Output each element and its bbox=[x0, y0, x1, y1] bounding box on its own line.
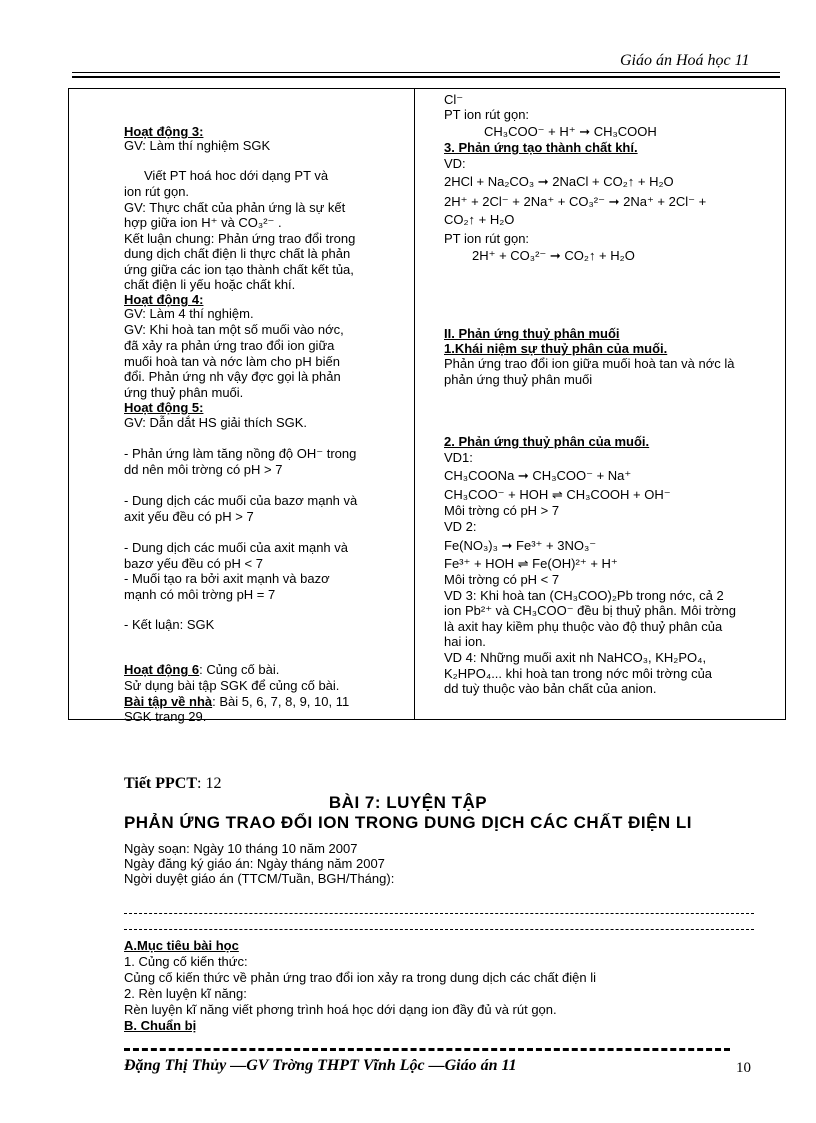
left-line: GV: Làm thí nghiệm SGK bbox=[124, 138, 271, 153]
right-line: Fe(NO₃)₃ ➞ Fe³⁺ + 3NO₃⁻ bbox=[444, 538, 597, 553]
left-line: - Muối tạo ra bởi axit mạnh và bazơ bbox=[124, 571, 330, 586]
right-line: CH₃COO⁻ + HOH ⇌ CH₃COOH + OH⁻ bbox=[444, 487, 671, 502]
meta-line: Ngời duyệt giáo án (TTCM/Tuần, BGH/Tháng): bbox=[124, 871, 395, 886]
left-line: muối hoà tan và nớc làm cho pH biến bbox=[124, 354, 340, 369]
left-line: đổi. Phản ứng nh vậy đợc gọi là phản bbox=[124, 369, 341, 384]
left-line: GV: Thực chất của phản ứng là sự kết bbox=[124, 200, 346, 215]
left-line: dung dịch chất điện li thực chất là phản bbox=[124, 246, 351, 261]
body-line: 2. Rèn luyện kĩ năng: bbox=[124, 986, 247, 1001]
right-line: phản ứng thuỷ phân muối bbox=[444, 372, 593, 387]
right-line: Môi trờng có pH < 7 bbox=[444, 572, 560, 587]
right-line: Phản ứng trao đổi ion giữa muối hoà tan và nớc là bbox=[444, 356, 735, 371]
right-line: là axit hay kiềm phụ thuộc vào độ thuỷ phân của bbox=[444, 619, 723, 634]
left-line: GV: Khi hoà tan một số muối vào nớc, bbox=[124, 322, 344, 337]
right-line: Môi trờng có pH > 7 bbox=[444, 503, 560, 518]
header-rule-thick bbox=[72, 76, 780, 78]
right-line: Fe³⁺ + HOH ⇌ Fe(OH)²⁺ + H⁺ bbox=[444, 556, 618, 571]
right-line: VD1: bbox=[444, 450, 473, 465]
left-line: mạnh có môi trờng pH = 7 bbox=[124, 587, 276, 602]
right-line: VD 2: bbox=[444, 519, 477, 534]
right-line: dd tuỳ thuộc vào bản chất của anion. bbox=[444, 681, 657, 696]
left-line: - Dung dịch các muối của bazơ mạnh và bbox=[124, 493, 358, 508]
footer-rule bbox=[124, 1048, 730, 1051]
right-line: PT ion rút gọn: bbox=[444, 107, 530, 122]
right-line: 2. Phản ứng thuỷ phân của muối. bbox=[444, 434, 650, 449]
right-line: VD: bbox=[444, 156, 466, 171]
body-line: B. Chuẩn bị bbox=[124, 1018, 197, 1033]
left-line: ion rút gọn. bbox=[124, 184, 190, 199]
right-line: ion Pb²⁺ và CH₃COO⁻ đều bị thuỷ phân. Môi trờng bbox=[444, 603, 737, 618]
left-line: Sử dụng bài tập SGK để củng cố bài. bbox=[124, 678, 340, 693]
right-line: VD 4: Những muối axit nh NaHCO₃, KH₂PO₄, bbox=[444, 650, 707, 665]
left-line: GV: Dẫn dắt HS giải thích SGK. bbox=[124, 415, 308, 430]
right-line: 2HCl + Na₂CO₃ ➞ 2NaCl + CO₂↑ + H₂O bbox=[444, 174, 674, 189]
left-line: bazơ yếu đều có pH < 7 bbox=[124, 556, 263, 571]
right-line: K₂HPO₄... khi hoà tan trong nớc môi trờng của bbox=[444, 666, 713, 681]
left-line: Hoạt động 3: bbox=[124, 124, 204, 139]
right-line: PT ion rút gọn: bbox=[444, 231, 530, 246]
right-line: 2H⁺ + 2Cl⁻ + 2Na⁺ + CO₃²⁻ ➞ 2Na⁺ + 2Cl⁻ + bbox=[444, 194, 707, 209]
left-line: hợp giữa ion H⁺ và CO₃²⁻ . bbox=[124, 215, 282, 230]
left-line: Hoạt động 6: Củng cố bài. bbox=[124, 662, 280, 677]
tiet-ppct: Tiết PPCT: 12 bbox=[124, 775, 222, 792]
right-line: hai ion. bbox=[444, 634, 486, 649]
left-line: Hoạt động 5: bbox=[124, 400, 204, 415]
dashed-line bbox=[124, 913, 754, 914]
footer-text: Đặng Thị Thủy —GV Trờng THPT Vĩnh Lộc —Giáo án 11 bbox=[124, 1057, 517, 1074]
body-line: Rèn luyện kĩ năng viết phơng trình hoá học dới dạng ion đầy đủ và rút gọn. bbox=[124, 1002, 557, 1017]
page-header-title: Giáo án Hoá học 11 bbox=[620, 52, 750, 69]
dashed-line bbox=[124, 929, 754, 930]
left-line: đã xảy ra phản ứng trao đổi ion giữa bbox=[124, 338, 335, 353]
right-line: CO₂↑ + H₂O bbox=[444, 212, 515, 227]
lesson-subtitle: PHẢN ỨNG TRAO ĐỔI ION TRONG DUNG DỊCH CÁC CHẤT ĐIỆN LI bbox=[123, 813, 693, 832]
left-line: - Dung dịch các muối của axit mạnh và bbox=[124, 540, 348, 555]
left-line: Viết PT hoá hoc dới dạng PT và bbox=[144, 168, 329, 183]
left-line: - Phản ứng làm tăng nồng độ OH⁻ trong bbox=[124, 446, 357, 461]
header-rule bbox=[72, 72, 780, 73]
left-line: Bài tập về nhà: Bài 5, 6, 7, 8, 9, 10, 11 bbox=[124, 694, 350, 709]
lesson-title: BÀI 7: LUYỆN TẬP bbox=[328, 793, 488, 812]
left-line: ứng thuỷ phân muối. bbox=[124, 385, 244, 400]
left-line: dd nên môi trờng có pH > 7 bbox=[124, 462, 283, 477]
table-column-divider bbox=[414, 88, 415, 720]
left-line: GV: Làm 4 thí nghiệm. bbox=[124, 306, 254, 321]
left-line: SGK trang 29. bbox=[124, 709, 207, 724]
left-line: - Kết luận: SGK bbox=[124, 617, 215, 632]
right-line: II. Phản ứng thuỷ phân muối bbox=[444, 326, 620, 341]
right-line: Cl⁻ bbox=[444, 92, 464, 107]
left-line: Kết luận chung: Phản ứng trao đổi trong bbox=[124, 231, 356, 246]
left-line: Hoạt động 4: bbox=[124, 292, 204, 307]
body-line: A.Mục tiêu bài học bbox=[124, 938, 239, 953]
right-line: 1.Khái niệm sự thuỷ phân của muối. bbox=[444, 341, 668, 356]
page-number: 10 bbox=[736, 1060, 751, 1076]
left-line: axit yếu đều có pH > 7 bbox=[124, 509, 254, 524]
body-line: Củng cố kiến thức về phản ứng trao đổi ion xảy ra trong dung dịch các chất điện li bbox=[124, 970, 596, 985]
right-line: 3. Phản ứng tạo thành chất khí. bbox=[444, 140, 638, 155]
left-line: ứng giữa các ion tạo thành chất kết tủa, bbox=[124, 262, 354, 277]
meta-line: Ngày soạn: Ngày 10 tháng 10 năm 2007 bbox=[124, 841, 358, 856]
right-line: VD 3: Khi hoà tan (CH₃COO)₂Pb trong nớc, cả 2 bbox=[444, 588, 724, 603]
right-line: CH₃COONa ➞ CH₃COO⁻ + Na⁺ bbox=[444, 468, 632, 483]
right-line: 2H⁺ + CO₃²⁻ ➞ CO₂↑ + H₂O bbox=[472, 248, 635, 263]
left-line: chất điện li yếu hoặc chất khí. bbox=[124, 277, 296, 292]
meta-line: Ngày đăng ký giáo án: Ngày tháng năm 2007 bbox=[124, 856, 385, 871]
right-line: CH₃COO⁻ + H⁺ ➞ CH₃COOH bbox=[484, 124, 657, 139]
body-line: 1. Củng cố kiến thức: bbox=[124, 954, 248, 969]
